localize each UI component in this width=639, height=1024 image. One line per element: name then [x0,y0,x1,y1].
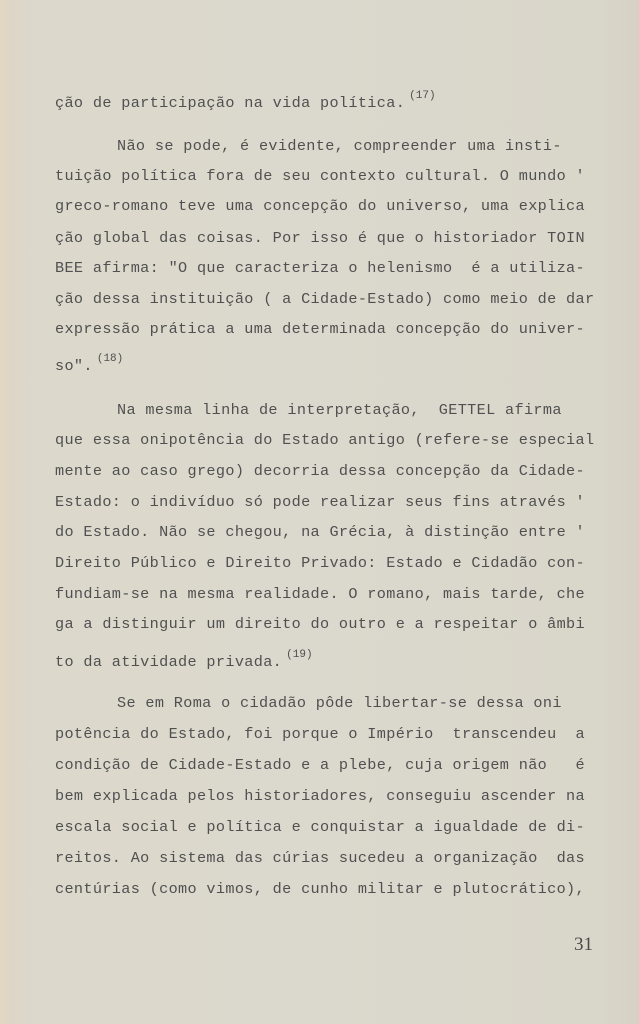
footnote-ref: (18) [96,353,124,365]
text-line: escala social e política e conquistar a igualdade de di- [55,818,585,836]
line-text: to da atividade privada. [55,653,283,671]
text-line [55,349,123,376]
footnote-ref: (17) [409,90,436,102]
paragraph-start-line: Na mesma linha de interpretação, GETTEL afirma [117,401,562,419]
text-line: ga a distinguir um direito do outro e a respeitar o âmbi [55,615,585,633]
text-line: expressão prática a uma determinada concepção do univer- [55,320,585,338]
text-line [55,645,313,672]
text-line: reitos. Ao sistema das cúrias sucedeu a organização das [55,849,585,867]
text-line: BEE afirma: "O que caracteriza o helenismo é a utiliza- [55,259,585,277]
text-line: potência do Estado, foi porque o Império transcendeu a [55,725,585,743]
text-line: Direito Público e Direito Privado: Estado e Cidadão con- [55,554,585,572]
text-line: do Estado. Não se chegou, na Grécia, à distinção entre ' [55,523,585,541]
line-text: ção de participação na vida política. [55,94,406,112]
paragraph-start-line: Se em Roma o cidadão pôde libertar-se dessa oni [117,694,562,712]
text-line: centúrias (como vimos, de cunho militar e plutocrático), [55,880,585,898]
footnote-ref: (19) [286,649,313,661]
text-line: bem explicada pelos historiadores, conseguiu ascender na [55,787,585,805]
text-line: Estado: o indivíduo só pode realizar seus fins através ' [55,493,585,511]
text-line: tuição política fora de seu contexto cultural. O mundo ' [55,167,585,185]
text-line: condição de Cidade-Estado e a plebe, cuja origem não é [55,756,585,774]
paragraph-start-line: Não se pode, é evidente, compreender uma insti- [117,137,562,155]
text-line: ção global das coisas. Por isso é que o historiador TOIN [55,229,585,247]
text-line: que essa onipotência do Estado antigo (refere-se especial [55,431,595,449]
text-line: mente ao caso grego) decorria dessa concepção da Cidade- [55,462,585,480]
text-line: greco-romano teve uma concepção do universo, uma explica [55,197,585,215]
page-number: 31 [574,934,593,955]
text-line: fundiam-se na mesma realidade. O romano, mais tarde, che [55,585,585,603]
text-line [55,86,436,113]
line-text: so". [55,357,93,375]
text-line: ção dessa instituição ( a Cidade-Estado) como meio de dar [55,290,595,308]
